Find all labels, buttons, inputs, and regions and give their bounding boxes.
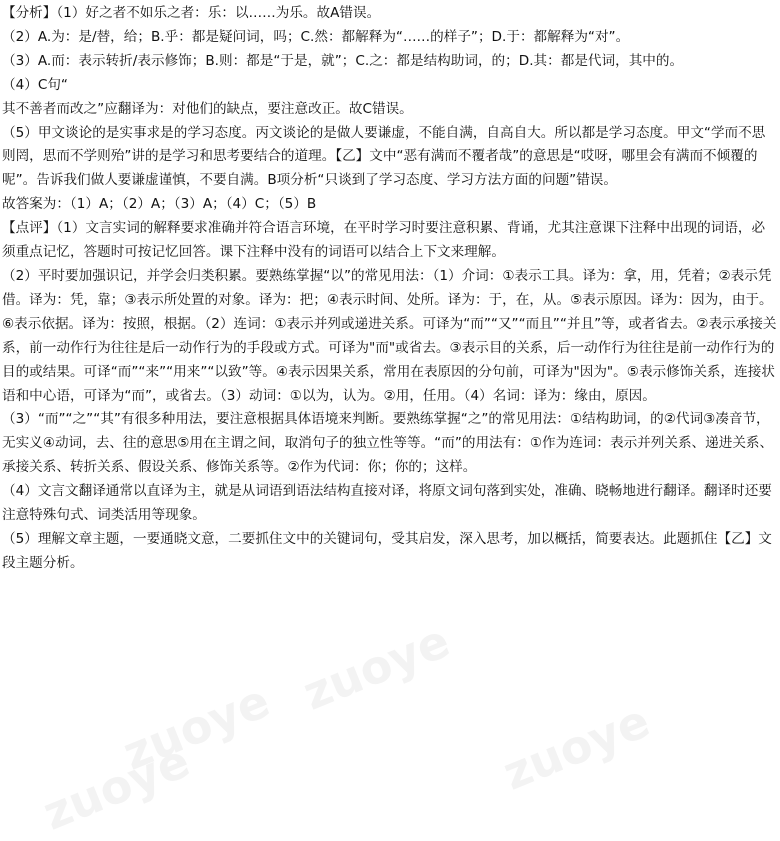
watermark: zuoye [495, 693, 657, 801]
comment-part-5: （5）理解文章主题，一要通晓文意，二要抓住文中的关键词句，受其启发，深入思考，加以概括，简要表达。此题抓住【乙】文段主题分析。 [2, 530, 772, 571]
comment-part-3: （3）“而”“之”“其”有很多种用法，要注意根据具体语境来判断。要熟练掌握“之”的常见用法：①结构助词，的②代词③凑音节，无实义④动词，去、往的意思⑤用在主谓之间，取消句子的独立性等等。“而”的用法有：①作为连词：表示并列关系、递进关系、承接关系、转折关系、假设关系、修饰关系等。②作为代词：你；你的；这样。 [2, 411, 774, 476]
answer-summary: 故答案为：（1）A；（2）A；（3）A；（4）C；（5）B [2, 196, 317, 213]
analysis-part-2: （2）A.为：是/替，给；B.乎：都是疑问词，吗；C.然：都解释为“……的样子”；D.于：都解释为“对”。 [2, 28, 630, 45]
comment-part-1: 【点评】（1）文言实词的解释要求准确并符合语言环境，在平时学习时要注意积累、背诵，尤其注意课下注释中出现的词语，必须重点记忆，答题时可按记忆回答。课下注释中没有的词语可以结合上下文来理解。 [2, 220, 766, 261]
comment-part-2: （2）平时要加强识记，并学会归类积累。要熟练掌握“以”的常见用法：（1）介词：①表示工具。译为：拿，用，凭着；②表示凭借。译为：凭，靠；③表示所处置的对象。译为：把；④表示时间、处所。译为：于，在，从。⑤表示原因。译为：因为，由于。⑥表示依据。译为：按照，根据。（2）连词：①表示并列或递进关系。可译为“而”“又”“而且”“并且”等，或者省去。②表示承接关系，前一动作行为往往是后一动作行为的手段或方式。可译为"而"或省去。③表示目的关系，后一动作行为往往是前一动作行为的目的或结果。可译“而”“来”“用来”“以致”等。④表示因果关系，常用在表原因的分句前，可译为"因为"。⑤表示修饰关系，连接状语和中心语，可译为“而”，或省去。（3）动词：①以为，认为。②用，任用。（4）名词：译为：缘由，原因。 [2, 267, 777, 404]
analysis-part-1: 【分析】（1）好之者不如乐之者：乐：以……为乐。故A错误。 [2, 5, 381, 21]
answer-analysis-document [0, 2, 778, 576]
analysis-part-4-continued: 其不善者而改之”应翻译为：对他们的缺点，要注意改正。故C错误。 [2, 100, 413, 117]
comment-part-4: （4）文言文翻译通常以直译为主，就是从词语到语法结构直接对译，将原文词句落到实处，准确、晓畅地进行翻译。翻译时还要注意特殊句式、词类活用等现象。 [2, 483, 772, 524]
watermark: zuoye [115, 673, 277, 781]
watermark: zuoye [35, 733, 197, 841]
analysis-part-5: （5）甲文谈论的是实事求是的学习态度。丙文谈论的是做人要谦虚，不能自满，自高自大。所以都是学习态度。甲文“学而不思则罔，思而不学则殆”讲的是学习和思考要结合的道理。【乙】文中“恶有满而不覆者哉”的意思是“哎呀，哪里会有满而不倾覆的呢”。告诉我们做人要谦虚谨慎，不要自满。B项分析“只谈到了学习态度、学习方法方面的问题”错误。 [2, 124, 766, 189]
watermark: zuoye [295, 613, 457, 721]
analysis-part-4-start: （4）C句“ [2, 76, 68, 93]
analysis-part-3: （3）A.而：表示转折/表示修饰；B.则：都是“于是，就”；C.之：都是结构助词，的；D.其：都是代词，其中的。 [2, 52, 684, 69]
